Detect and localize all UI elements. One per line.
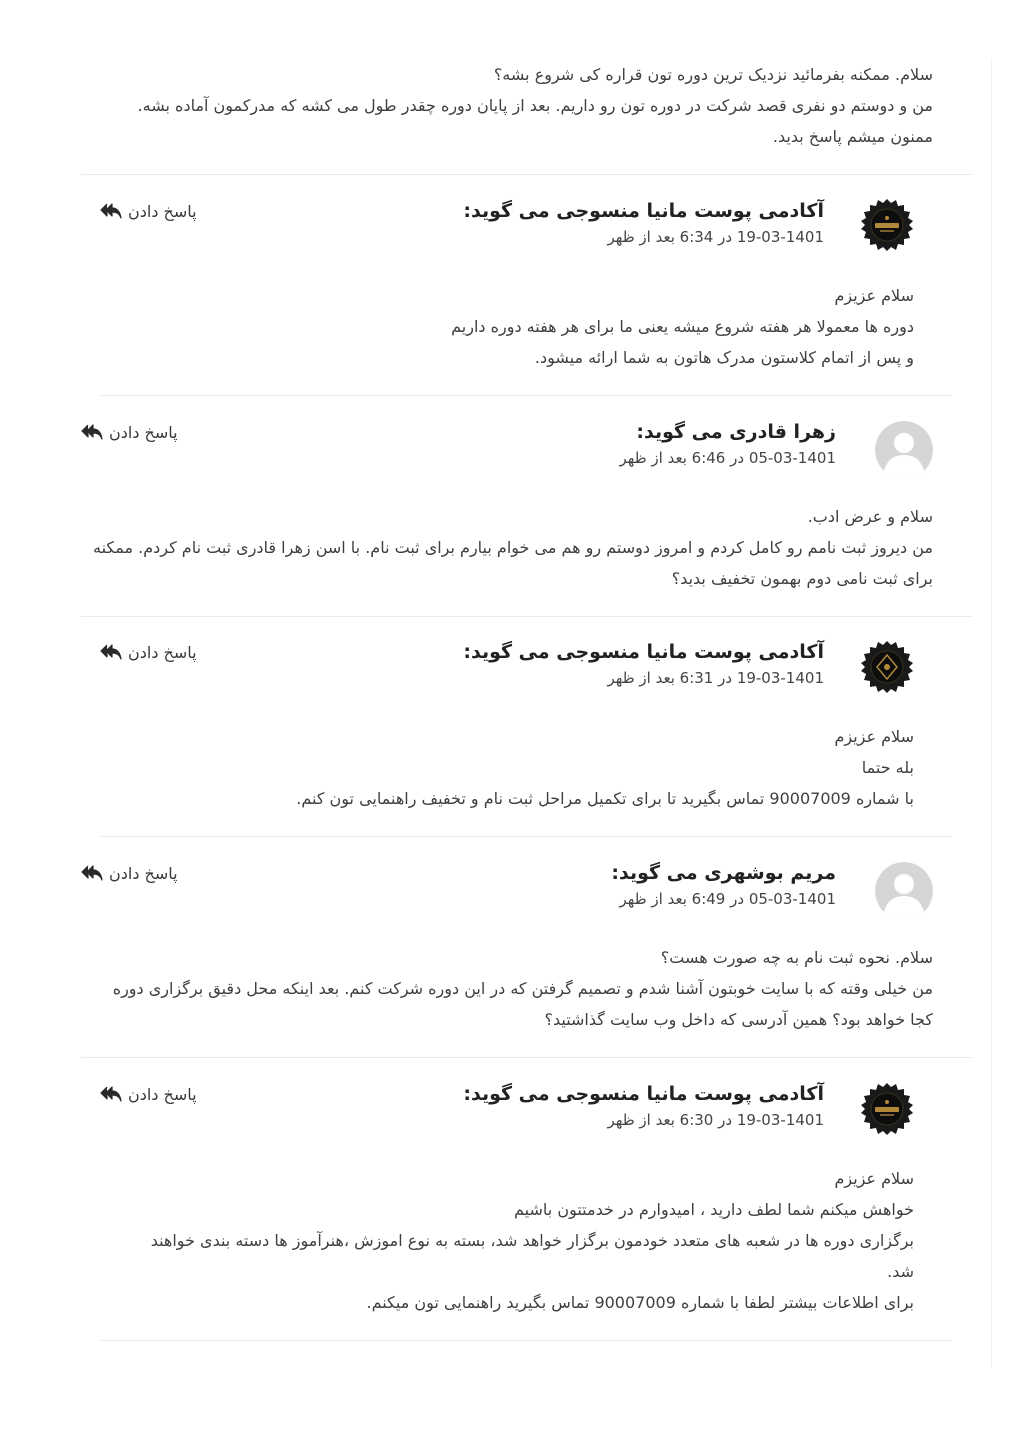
reply-all-icon	[100, 203, 122, 221]
comment-body	[94, 1163, 914, 1318]
reply-all-icon	[100, 644, 122, 662]
reply-label: پاسخ دادن	[128, 1085, 197, 1104]
reply-all-icon	[81, 865, 103, 883]
comment-date[interactable]: 19-03-1401 در 6:30 بعد از ظهر	[607, 1111, 824, 1129]
comment-line: سلام عزیزم	[834, 1169, 914, 1188]
comment-line: بله حتما	[861, 758, 914, 777]
comment-line: سلام. نحوه ثبت نام به چه صورت هست؟	[660, 948, 933, 967]
comment-line: من خیلی وقته که با سایت خوبتون آشنا شدم و تصمیم گرفتن که در این دوره شرکت کنم. بعد اینکه محل دقیق برگزاری دوره	[112, 979, 933, 998]
comment-body	[73, 59, 933, 152]
reply-button[interactable]	[100, 643, 197, 662]
comment-divider	[81, 1057, 972, 1058]
avatar	[861, 641, 913, 693]
comment-author: آکادمی پوست مانیا منسوجی می گوید:	[463, 200, 824, 222]
avatar	[861, 1083, 913, 1135]
comment-line: ممنون میشم پاسخ بدید.	[772, 127, 933, 146]
avatar	[875, 421, 933, 479]
comment-author: آکادمی پوست مانیا منسوجی می گوید:	[463, 1083, 824, 1105]
comment-line: سلام عزیزم	[834, 286, 914, 305]
avatar	[861, 199, 913, 251]
comment-line: سلام عزیزم	[834, 727, 914, 746]
comment-date[interactable]: 05-03-1401 در 6:49 بعد از ظهر	[619, 890, 836, 908]
reply-label: پاسخ دادن	[128, 202, 197, 221]
reply-label: پاسخ دادن	[109, 423, 178, 442]
comment-divider	[81, 174, 972, 175]
comment-date[interactable]: 05-03-1401 در 6:46 بعد از ظهر	[619, 449, 836, 467]
reply-label: پاسخ دادن	[128, 643, 197, 662]
comment-body	[73, 501, 933, 594]
comment-line: شد.	[887, 1262, 914, 1281]
reply-button[interactable]	[100, 1085, 197, 1104]
comment-body	[94, 721, 914, 814]
comment-line: من دیروز ثبت نامم رو کامل کردم و امروز دوستم رو هم می خوام بیارم برای ثبت نام. با اسن زهرا قادری ثبت نام کردم. ممکنه	[92, 538, 933, 557]
reply-button[interactable]	[81, 864, 178, 883]
comment-line: برای ثبت نامی دوم بهمون تخفیف بدید؟	[671, 569, 933, 588]
academy-logo-icon	[861, 1083, 913, 1135]
user-avatar-icon	[875, 421, 933, 479]
comment-author: زهرا قادری می گوید:	[636, 421, 836, 443]
reply-button[interactable]	[81, 423, 178, 442]
comment-line: با شماره 90007009 تماس بگیرید تا برای تکمیل مراحل ثبت نام و تخفیف راهنمایی تون کنم.	[296, 789, 914, 808]
comment-line: سلام. ممکنه بفرمائید نزدیک ترین دوره تون قراره کی شروع بشه؟	[493, 65, 933, 84]
content-edge-line	[991, 58, 992, 1368]
comment-divider	[81, 616, 972, 617]
academy-logo-icon	[861, 641, 913, 693]
comment-divider	[100, 836, 952, 837]
comment-divider	[100, 395, 952, 396]
comment-date[interactable]: 19-03-1401 در 6:31 بعد از ظهر	[607, 669, 824, 687]
comment-body	[73, 942, 933, 1035]
comment-line: و پس از اتمام کلاستون مدرک هاتون به شما ارائه میشود.	[534, 348, 914, 367]
user-avatar-icon	[875, 862, 933, 920]
avatar	[875, 862, 933, 920]
comment-line: خواهش میکنم شما لطف دارید ، امیدوارم در خدمتتون باشیم	[514, 1200, 914, 1219]
comment-line: برگزاری دوره ها در شعبه های متعدد خودمون برگزار خواهد شد، بسته به نوع اموزش ،هنرآموز ها دسته بندی خواهند	[150, 1231, 914, 1250]
reply-label: پاسخ دادن	[109, 864, 178, 883]
comment-line: سلام و عرض ادب.	[807, 507, 933, 526]
comment-line: برای اطلاعات بیشتر لطفا با شماره 90007009 تماس بگیرید راهنمایی تون میکنم.	[366, 1293, 914, 1312]
reply-button[interactable]	[100, 202, 197, 221]
academy-logo-icon	[861, 199, 913, 251]
comment-author: آکادمی پوست مانیا منسوجی می گوید:	[463, 641, 824, 663]
comment-line: دوره ها معمولا هر هفته شروع میشه یعنی ما برای هر هفته دوره داریم	[451, 317, 914, 336]
comment-author: مریم بوشهری می گوید:	[611, 862, 836, 884]
comment-date[interactable]: 19-03-1401 در 6:34 بعد از ظهر	[607, 228, 824, 246]
comment-divider	[100, 1340, 952, 1341]
comment-line: من و دوستم دو نفری قصد شرکت در دوره تون رو داریم. بعد از پایان دوره چقدر طول می کشه که مدرکمون آماده بشه.	[137, 96, 933, 115]
comment-body	[94, 280, 914, 373]
reply-all-icon	[100, 1086, 122, 1104]
comment-line: کجا خواهد بود؟ همین آدرسی که داخل وب سایت گذاشتید؟	[544, 1010, 933, 1029]
reply-all-icon	[81, 424, 103, 442]
